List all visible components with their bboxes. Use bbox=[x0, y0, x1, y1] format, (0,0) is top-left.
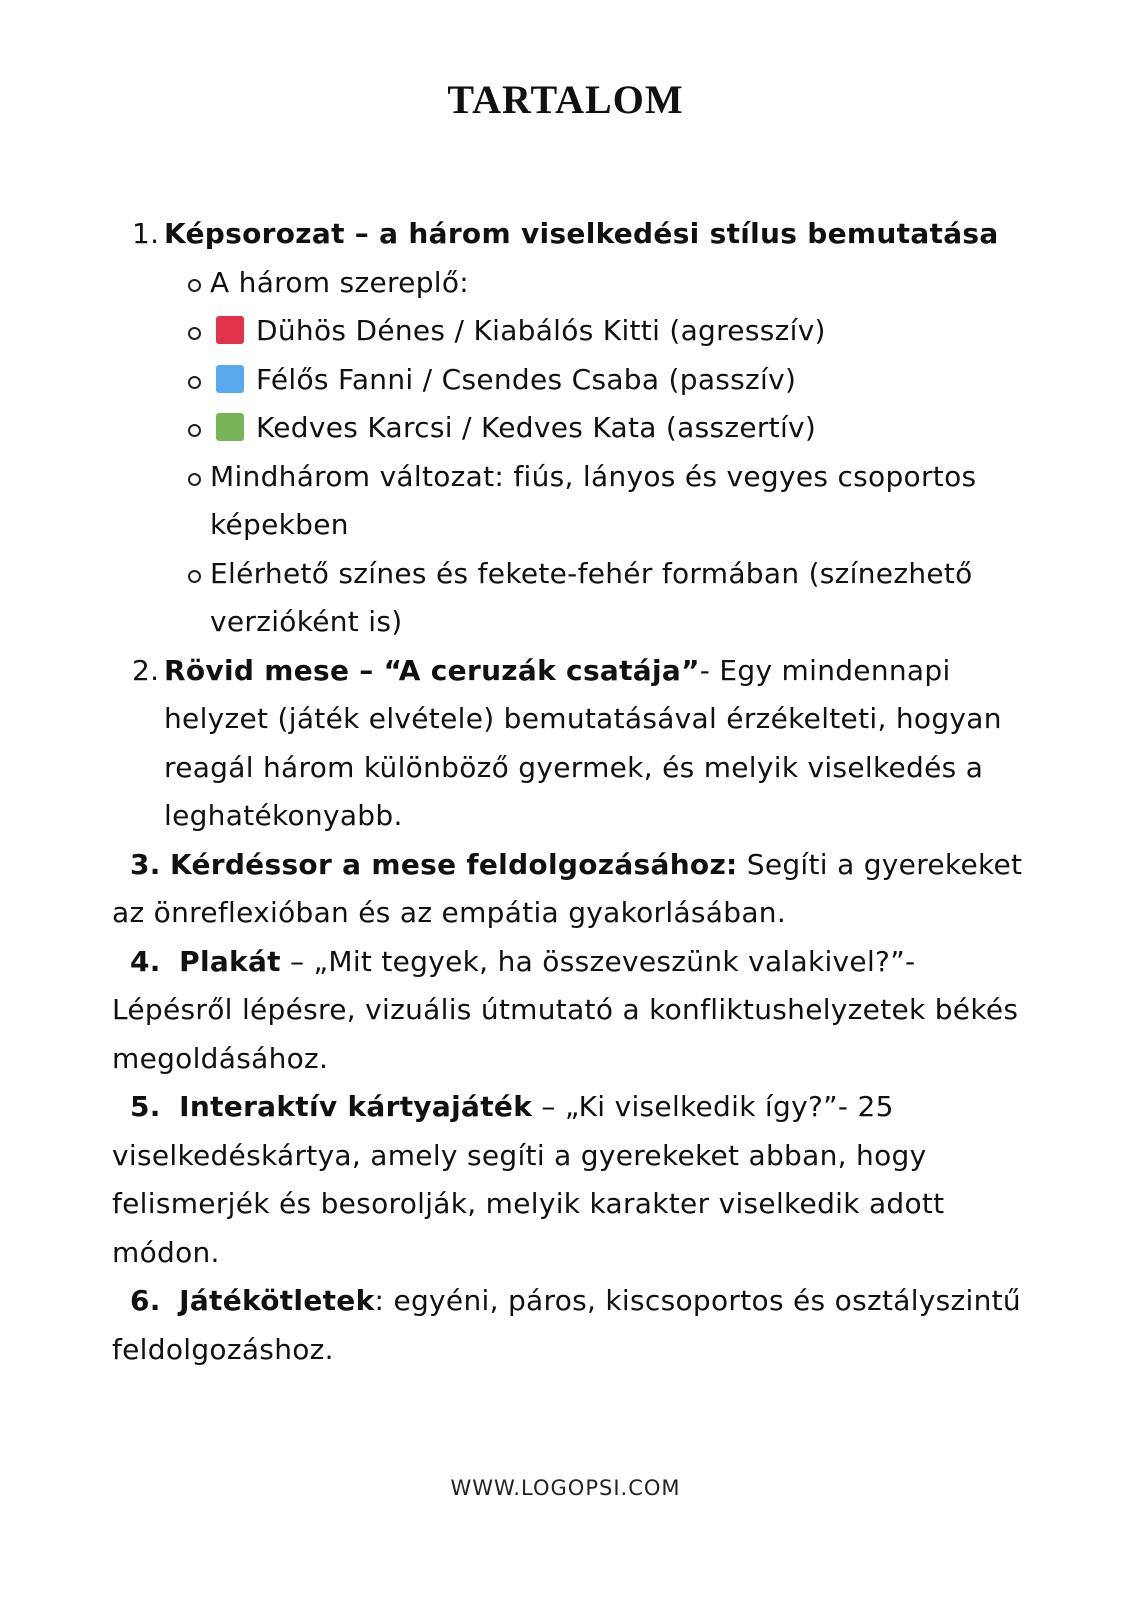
sub-item bbox=[164, 550, 1032, 647]
page-title: TARTALOM bbox=[447, 77, 684, 122]
item-heading: Játékötletek bbox=[179, 1284, 375, 1317]
item-text: – „Mit tegyek, ha összeveszünk valakivel?”- Lépésről lépésre, vizuális útmutató a konfliktushelyzetek békés megoldásához. bbox=[112, 944, 1019, 1075]
sub-item bbox=[164, 259, 1032, 308]
circle-bullet-icon bbox=[188, 327, 201, 340]
website-footer: WWW.LOGOPSI.COM bbox=[450, 1476, 681, 1500]
toc-item-4 bbox=[112, 938, 1032, 1084]
item-heading: Rövid mese – “A ceruzák csatája” bbox=[164, 653, 700, 687]
item-number: 4. bbox=[130, 944, 161, 978]
sub-item-passive bbox=[164, 356, 1032, 405]
sub-list bbox=[112, 259, 1032, 647]
circle-bullet-icon bbox=[188, 473, 201, 486]
item-number: 3. bbox=[130, 847, 161, 881]
item-heading: Interaktív kártyajáték bbox=[179, 1090, 533, 1123]
sub-item-text: Mindhárom változat: fiús, lányos és vegyes csoportos képekben bbox=[210, 459, 977, 541]
item-text: – „Ki viselkedik így?”- 25 viselkedéskártya, amely segíti a gyerekeket abban, hogy felismerjék és besorolják, melyik karakter viselkedik adott módon. bbox=[112, 1090, 945, 1269]
toc-item-6 bbox=[112, 1277, 1032, 1374]
item-heading: Plakát bbox=[179, 944, 281, 978]
blue-square-icon bbox=[216, 365, 244, 393]
circle-bullet-icon bbox=[188, 570, 201, 583]
table-of-contents bbox=[112, 210, 1032, 1374]
item-number: 2. bbox=[132, 653, 160, 687]
sub-item-aggressive bbox=[164, 307, 1032, 356]
sub-item-text: A három szereplő: bbox=[210, 265, 470, 299]
item-heading: Kérdéssor a mese feldolgozásához: bbox=[169, 847, 738, 881]
toc-item-5 bbox=[112, 1083, 1032, 1277]
sub-item-assertive bbox=[164, 404, 1032, 453]
circle-bullet-icon bbox=[188, 279, 201, 292]
item-number: 5. bbox=[130, 1090, 161, 1123]
sub-item-text: Félős Fanni / Csendes Csaba (passzív) bbox=[256, 362, 797, 396]
toc-item-2 bbox=[112, 647, 1032, 841]
item-heading: Képsorozat – a három viselkedési stílus bemutatása bbox=[164, 217, 999, 250]
item-number: 1. bbox=[132, 217, 160, 250]
item-text: Segíti a gyerekeket az önreflexióban és az empátia gyakorlásában. bbox=[112, 847, 1023, 929]
red-square-icon bbox=[216, 316, 244, 344]
circle-bullet-icon bbox=[188, 376, 201, 389]
green-square-icon bbox=[216, 413, 244, 441]
sub-item-text: Kedves Karcsi / Kedves Kata (asszertív) bbox=[256, 411, 817, 444]
toc-item-3 bbox=[112, 841, 1032, 938]
toc-item-1 bbox=[112, 210, 1032, 259]
item-number: 6. bbox=[130, 1284, 161, 1317]
sub-item-text: Dühös Dénes / Kiabálós Kitti (agresszív) bbox=[256, 314, 826, 347]
item-text: : egyéni, páros, kiscsoportos és osztályszintű feldolgozáshoz. bbox=[112, 1284, 1021, 1366]
item-text: - Egy mindennapi helyzet (játék elvétele) bemutatásával érzékelteti, hogyan reagál három különböző gyermek, és melyik viselkedés a leghatékonyabb. bbox=[164, 653, 1002, 832]
sub-item-text: Elérhető színes és fekete-fehér formában (színezhető verzióként is) bbox=[210, 556, 973, 638]
circle-bullet-icon bbox=[188, 424, 201, 437]
sub-item bbox=[164, 453, 1032, 550]
